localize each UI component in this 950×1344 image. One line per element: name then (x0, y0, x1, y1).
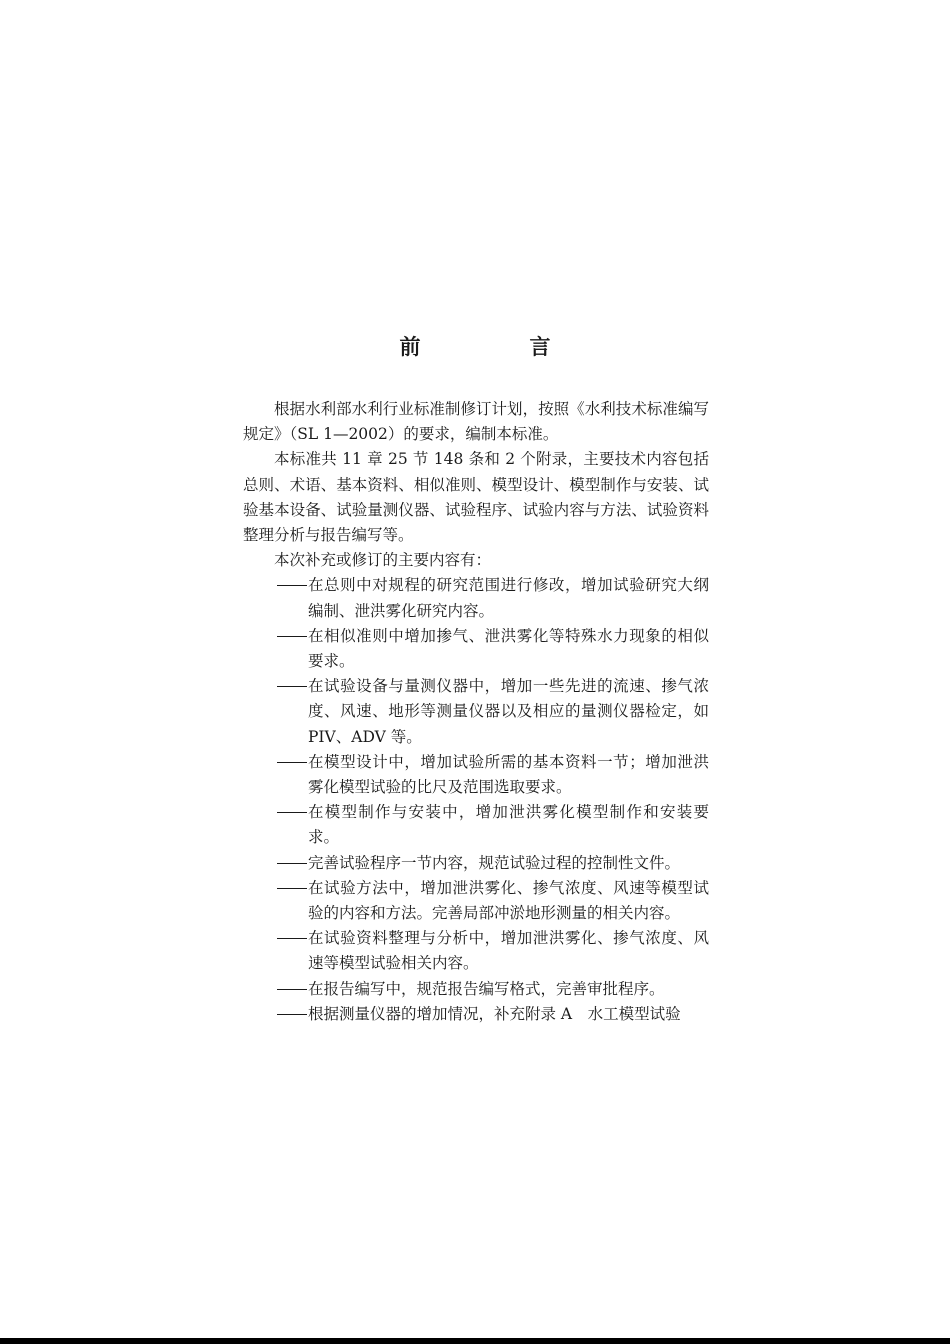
list-item-text: 在试验资料整理与分析中，增加泄洪雾化、掺气浓度、风速等模型试验相关内容。 (308, 929, 709, 973)
list-item-text: 在报告编写中，规范报告编写格式，完善审批程序。 (308, 979, 665, 998)
paragraph-3: 本次补充或修订的主要内容有： (274, 551, 492, 570)
paragraph-1: 根据水利部水利行业标准制修订计划，按照《水利技术标准编写规定》（SL 1—2002）的要求，编制本标准。 (243, 400, 709, 444)
list-item (243, 1002, 709, 1027)
list-item-text: 在总则中对规程的研究范围进行修改，增加试验研究大纲编制、泄洪雾化研究内容。 (308, 576, 709, 620)
list-item-text: 在模型设计中，增加试验所需的基本资料一节；增加泄洪雾化模型试验的比尺及范围选取要求。 (308, 752, 709, 797)
list-item (243, 624, 709, 674)
list-item (243, 750, 709, 800)
list-item-text: 在相似准则中增加掺气、泄洪雾化等特殊水力现象的相似要求。 (308, 626, 709, 671)
paragraph-2: 本标准共 11 章 25 节 148 条和 2 个附录，主要技术内容包括总则、术语、基本资料、相似准则、模型设计、模型制作与安装、试验基本设备、试验量测仪器、试验程序、试验内容与方法、试验资料整理分析与报告编写等。 (243, 450, 709, 545)
list-item (243, 851, 709, 876)
page-title: 前 言 (399, 335, 595, 359)
list-item-text: 完善试验程序一节内容，规范试验过程的控制性文件。 (308, 853, 681, 872)
list-item (243, 977, 709, 1002)
list-item (243, 876, 709, 926)
list-item (243, 926, 709, 976)
bottom-edge-rule (0, 1338, 950, 1344)
list-item (243, 800, 709, 850)
list-item-text: 根据测量仪器的增加情况，补充附录 A 水工模型试验 (308, 1004, 681, 1023)
list-item-text: 在试验设备与量测仪器中，增加一些先进的流速、掺气浓度、风速、地形等测量仪器以及相应的量测仪器检定，如 PIV、ADV 等。 (308, 677, 709, 746)
list-item (243, 573, 709, 623)
list-item (243, 674, 709, 750)
list-item-text: 在试验方法中，增加泄洪雾化、掺气浓度、风速等模型试验的内容和方法。完善局部冲淤地形测量的相关内容。 (308, 878, 709, 923)
list-item-text: 在模型制作与安装中，增加泄洪雾化模型制作和安装要求。 (308, 803, 709, 847)
foreword-body (243, 397, 709, 1027)
